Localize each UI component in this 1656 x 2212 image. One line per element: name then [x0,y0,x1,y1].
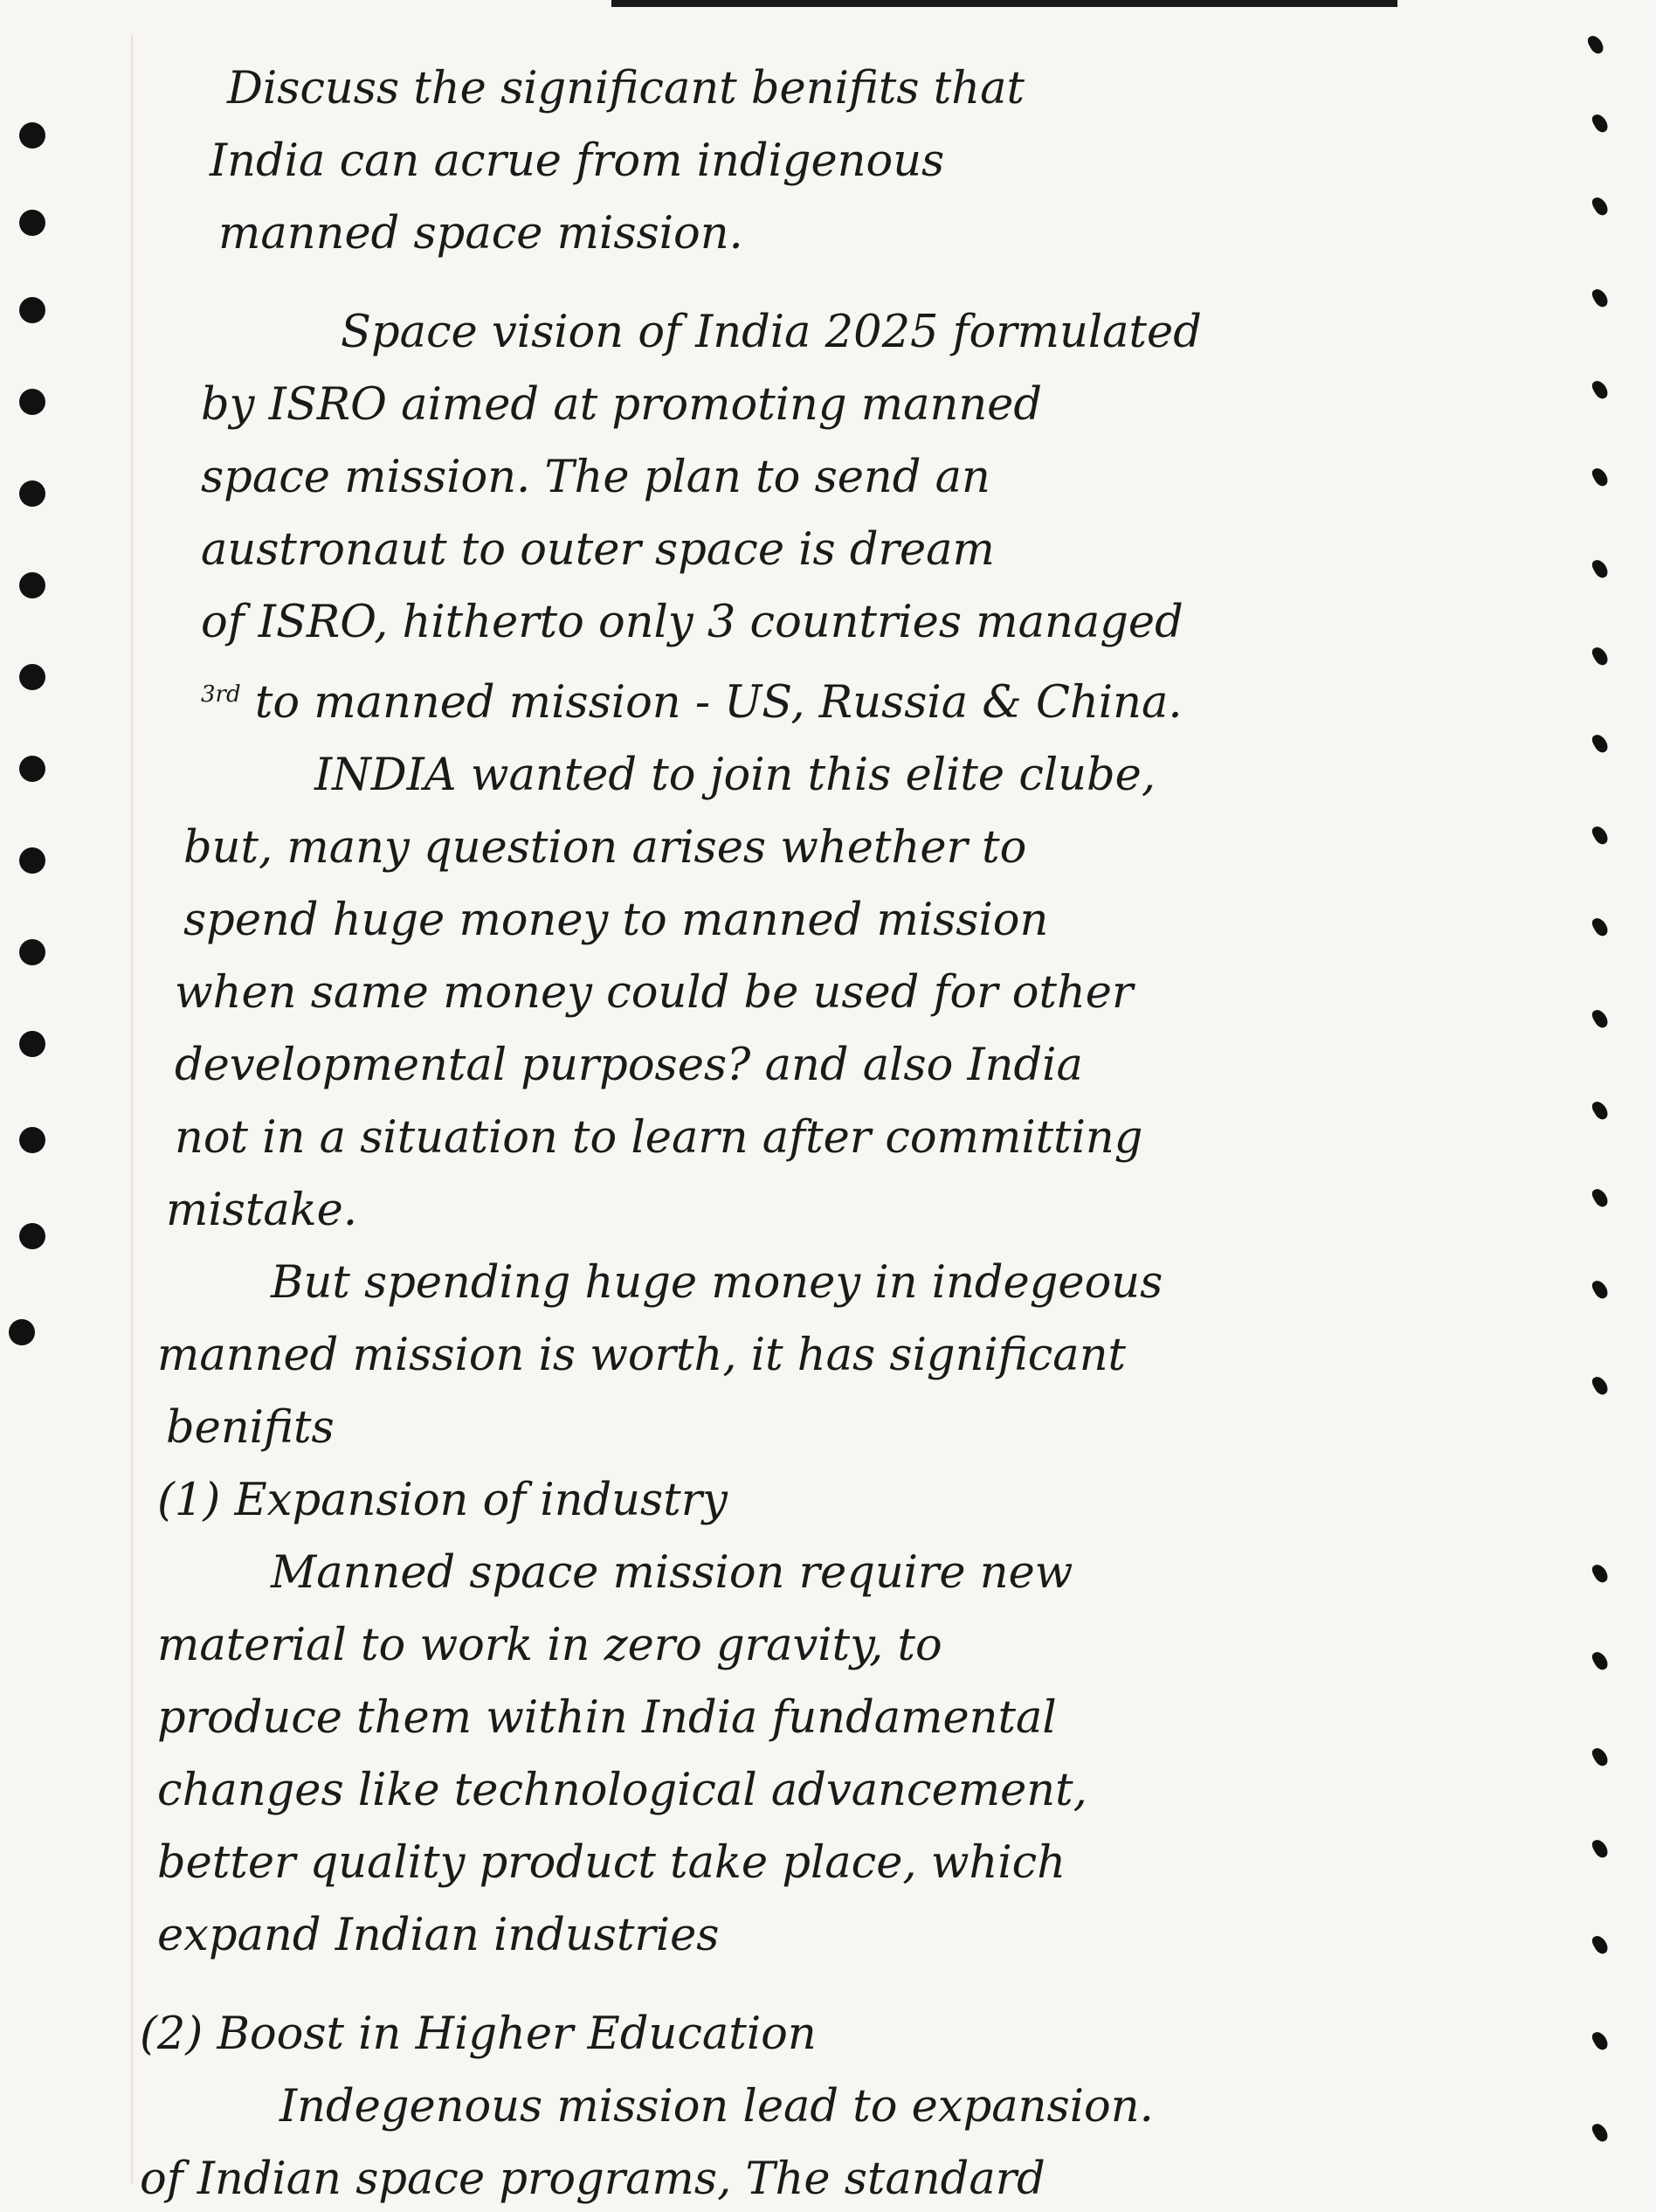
section-heading: (2) Boost in Higher Education [140,2008,817,2060]
perforation-mark [1590,2029,1610,2052]
binder-hole [19,664,45,690]
perforation-mark [1585,33,1605,56]
binder-hole [19,297,45,323]
binder-hole [19,756,45,782]
perforation-mark [1590,1099,1610,1122]
perforation-mark [1590,557,1610,580]
perforation-mark [1590,1186,1610,1209]
binder-hole [19,572,45,598]
answer-line: changes like technological advancement, [157,1765,1087,1816]
perforation-mark [1590,1374,1610,1397]
answer-line: but, many question arises whether to [183,822,1027,874]
question-line: Discuss the significant benifits that [227,63,1025,114]
question-line: India can acrue from indigenous [210,135,945,187]
perforation-mark [1590,1933,1610,1956]
question-line: manned space mission. [218,208,743,259]
perforation-mark [1590,1007,1610,1030]
answer-line: when same money could be used for other [175,967,1134,1019]
answer-line: manned mission is worth, it has significant [157,1330,1127,1381]
answer-line: austronaut to outer space is dream [201,524,995,576]
answer-line: expand Indian industries [157,1910,720,1961]
binder-hole [19,480,45,507]
perforation-mark [1590,645,1610,667]
answer-line: Indegenous mission lead to expansion. [279,2081,1154,2133]
answer-line: $^{3rd}$ to manned mission - US, Russia & China. [201,677,1183,729]
answer-line: produce them within India fundamental [157,1692,1057,1744]
perforation-mark [1590,1562,1610,1585]
perforation-mark [1590,378,1610,401]
perforation-mark [1590,916,1610,938]
perforation-mark [1590,1745,1610,1768]
binder-hole [19,389,45,415]
answer-line: better quality product take place, which [157,1837,1066,1889]
margin-line [131,35,133,2184]
binder-hole [19,1223,45,1249]
perforation-mark [1590,2121,1610,2144]
binder-hole [19,1031,45,1057]
perforation-mark [1590,1278,1610,1301]
answer-line: Manned space mission require new [271,1547,1073,1599]
perforation-mark [1590,466,1610,488]
perforation-mark [1590,287,1610,309]
binder-hole [19,1127,45,1153]
answer-line: material to work in zero gravity, to [157,1620,942,1671]
answer-line: by ISRO aimed at promoting manned [201,379,1042,431]
answer-line: mistake. [166,1185,358,1236]
perforation-mark [1590,1649,1610,1672]
perforation-mark [1590,1837,1610,1860]
answer-line: of ISRO, hitherto only 3 countries managed [201,597,1183,648]
binder-hole [19,210,45,236]
answer-line: developmental purposes? and also India [175,1040,1083,1091]
section-heading: (1) Expansion of industry [157,1475,728,1526]
answer-line: But spending huge money in indegeous [271,1257,1163,1309]
perforation-mark [1590,732,1610,755]
superscript-note: 3rd [201,681,241,708]
perforation-mark [1590,824,1610,847]
answer-line: INDIA wanted to join this elite clube, [314,750,1156,801]
page-edge-shadow [611,0,1397,7]
binder-hole [19,939,45,965]
answer-line: not in a situation to learn after committing [175,1112,1143,1164]
binder-hole [19,847,45,874]
answer-line: spend huge money to manned mission [183,895,1049,946]
perforation-mark [1590,195,1610,218]
binder-hole [19,122,45,149]
answer-line: Space vision of India 2025 formulated [341,307,1202,358]
answer-line: benifits [166,1402,335,1454]
answer-line: of Indian space programs, The standard [140,2153,1045,2205]
handwritten-answer [140,52,1467,2212]
perforation-mark [1590,112,1610,135]
answer-line: space mission. The plan to send an [201,452,990,503]
binder-hole [9,1319,35,1345]
